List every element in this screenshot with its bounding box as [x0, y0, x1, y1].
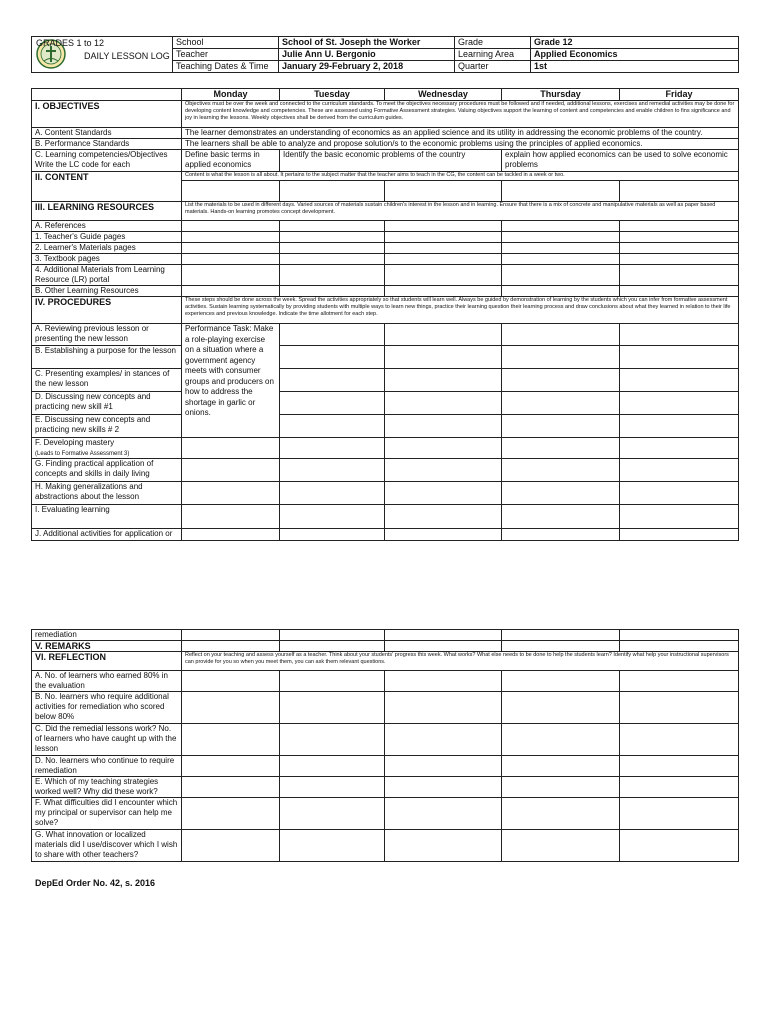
- reflection-d-label: D. No. learners who continue to require remediation: [32, 756, 182, 777]
- learning-resources-note: List the materials to be used in different days. Varied sources of materials sustain children's interest in the lesson and in learning. Ensure that there is a mix of concrete and manipulative materials as well as paper based materials. Hands-on learning promotes concept development.: [182, 202, 739, 221]
- content-standards-label: A. Content Standards: [32, 128, 182, 139]
- day-friday: Friday: [620, 89, 739, 101]
- grades-label: GRADES 1 to 12: [36, 38, 105, 48]
- procedure-f-text: F. Developing mastery: [35, 438, 115, 447]
- learning-area-label: Learning Area: [455, 49, 531, 61]
- lesson-log-table-continued: [31, 629, 739, 862]
- learning-area-value: Applied Economics: [531, 49, 739, 61]
- teacher-label: Teacher: [173, 49, 279, 61]
- reflection-a-label: A. No. of learners who earned 80% in the evaluation: [32, 671, 182, 692]
- content-heading: II. CONTENT: [32, 172, 182, 202]
- performance-task-monday: Performance Task: Make a role-playing exercise on a situation where a government agency meets with consumer groups and producers on how to address the shortage in garlic or onions.: [182, 324, 280, 438]
- procedure-f-sub: (Leads to Formative Assessment 3): [35, 451, 130, 457]
- procedure-d-label: D. Discussing new concepts and practicing new skill #1: [32, 392, 182, 415]
- objectives-note: Objectives must be over the week and connected to the curriculum standards. To meet the objectives necessary procedures must be followed and if needed, additional lessons, exercises and remedial activities may be done for developing content knowledge and competencies. These are assessed using Formative Assessment strategies. Valuing objectives support the learning of content and competencies and enable children to fins significance and joy in learning the lessons. Weekly objectives shall be derived from the curriculum guides.: [182, 101, 739, 128]
- procedure-g-label: G. Finding practical application of concepts and skills in daily living: [32, 459, 182, 482]
- performance-standards-value: The learners shall be able to analyze and propose solution/s to the economic problems using the principles of applied economics.: [182, 139, 739, 150]
- day-tuesday: Tuesday: [280, 89, 385, 101]
- teacher-value: Julie Ann U. Bergonio: [279, 49, 455, 61]
- teachers-guide-label: 1. Teacher's Guide pages: [32, 232, 182, 243]
- day-thursday: Thursday: [502, 89, 620, 101]
- deped-order-footer: DepEd Order No. 42, s. 2016: [35, 878, 156, 888]
- dates-label: Teaching Dates & Time: [173, 61, 279, 73]
- day-wednesday: Wednesday: [385, 89, 502, 101]
- textbook-pages-label: 3. Textbook pages: [32, 254, 182, 265]
- reflection-note: Reflect on your teaching and assess yourself as a teacher. Think about your students' progress this week. What works? What else needs to be done to help the students learn? Identify what help your instructional supervisors can provide for you so when you meet them, you can ask them relevant questions.: [182, 652, 739, 671]
- school-value: School of St. Joseph the Worker: [279, 37, 455, 49]
- additional-materials-label: 4. Additional Materials from Learning Resource (LR) portal: [32, 265, 182, 286]
- learners-materials-label: 2. Learner's Materials pages: [32, 243, 182, 254]
- reflection-c-label: C. Did the remedial lessons work? No. of learners who have caught up with the lesson: [32, 724, 182, 756]
- procedure-j-label: J. Additional activities for application or: [32, 529, 182, 541]
- reflection-e-label: E. Which of my teaching strategies worked well? Why did these work?: [32, 777, 182, 798]
- competency-monday: Define basic terms in applied economics: [182, 150, 280, 172]
- other-resources-label: B. Other Learning Resources: [32, 286, 182, 297]
- references-label: A. References: [32, 221, 182, 232]
- competencies-label: C. Learning competencies/Objectives Write the LC code for each: [32, 150, 182, 172]
- grade-value: Grade 12: [531, 37, 739, 49]
- day-monday: Monday: [182, 89, 280, 101]
- objectives-heading: I. OBJECTIVES: [32, 101, 182, 128]
- content-note: Content is what the lesson is all about. It pertains to the subject matter that the teacher aims to teach in the CG, the content can be tackled in a week or two.: [182, 172, 739, 181]
- learning-resources-heading: III. LEARNING RESOURCES: [32, 202, 182, 221]
- procedures-note: These steps should be done across the week. Spread the activities appropriately so that students will learn well. Always be guided by demonstration of learning by the students which you can infer from formative assessment activities. Sustain learning systematically by providing students with multiple ways to learn new things, practice their learning question their learning process and draw conclusions about what they learned in relation to their life experiences and previous knowledge. Indicate the time allotment for each step.: [182, 297, 739, 324]
- quarter-value: 1st: [531, 61, 739, 73]
- procedure-e-label: E. Discussing new concepts and practicing new skills # 2: [32, 415, 182, 438]
- header-table: [31, 36, 739, 73]
- lesson-log-table: [31, 88, 739, 541]
- procedure-a-label: A. Reviewing previous lesson or presenting the new lesson: [32, 324, 182, 346]
- competency-thursday: explain how applied economics can be used to solve economic problems: [502, 150, 739, 172]
- procedure-c-label: C. Presenting examples/ in stances of the new lesson: [32, 369, 182, 392]
- procedure-h-label: H. Making generalizations and abstractions about the lesson: [32, 482, 182, 505]
- reflection-heading: VI. REFLECTION: [32, 652, 182, 671]
- blank-corner: [32, 89, 182, 101]
- quarter-label: Quarter: [455, 61, 531, 73]
- content-standards-value: The learner demonstrates an understanding of economics as an applied science and its utility in addressing the economic problems of the country.: [182, 128, 739, 139]
- performance-standards-label: B. Performance Standards: [32, 139, 182, 150]
- school-label: School: [173, 37, 279, 49]
- daily-lesson-log-title: DAILY LESSON LOG: [84, 51, 170, 61]
- procedure-b-label: B. Establishing a purpose for the lesson: [32, 346, 182, 369]
- dates-value: January 29-February 2, 2018: [279, 61, 455, 73]
- remarks-heading: V. REMARKS: [32, 641, 182, 652]
- competency-tuesday: Identify the basic economic problems of the country: [280, 150, 502, 172]
- procedure-f-label: [32, 438, 182, 459]
- reflection-g-label: G. What innovation or localized materials did I use/discover which I wish to share with other teachers?: [32, 830, 182, 862]
- reflection-b-label: B. No. learners who require additional activities for remediation who scored below 80%: [32, 692, 182, 724]
- grade-label: Grade: [455, 37, 531, 49]
- procedure-j-continued: remediation: [32, 630, 182, 641]
- procedure-i-label: I. Evaluating learning: [32, 505, 182, 529]
- logo-cell: [32, 37, 173, 73]
- procedures-heading: IV. PROCEDURES: [32, 297, 182, 324]
- reflection-f-label: F. What difficulties did I encounter which my principal or supervisor can help me solve?: [32, 798, 182, 830]
